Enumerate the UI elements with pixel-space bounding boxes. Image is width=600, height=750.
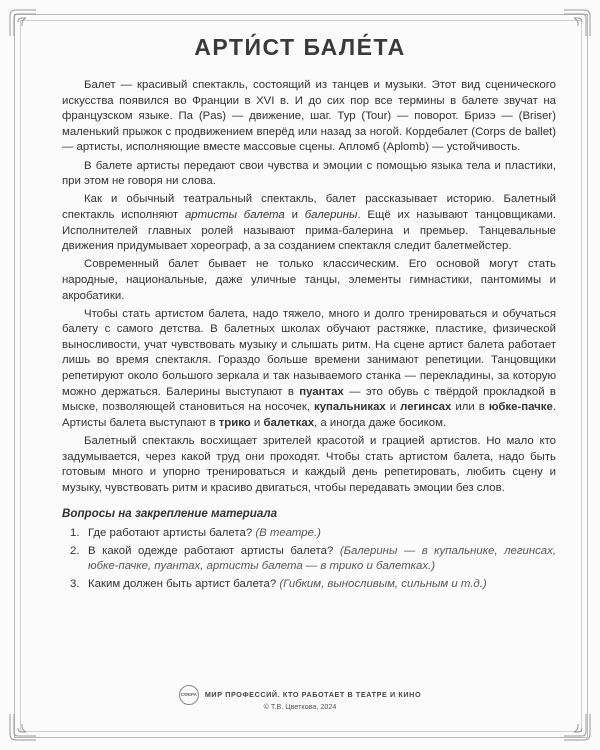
bold-term: легинсах	[400, 401, 452, 414]
publisher-logo-icon: СФЕРА	[179, 685, 199, 705]
italic-term: артисты балета	[184, 208, 285, 221]
paragraphs	[62, 78, 556, 496]
question-number: 1.	[70, 527, 80, 539]
series-title: МИР ПРОФЕССИЙ. КТО РАБОТАЕТ В ТЕАТРЕ И КИНО	[204, 690, 422, 699]
question-answer: (Гибким, выносливым, сильным и т.д.)	[279, 577, 487, 590]
bold-term: юбке-пачке	[488, 401, 553, 414]
copyright: © Т.В. Цветкова, 2024	[263, 701, 337, 711]
question-text: В какой одежде работают артисты балета?	[88, 544, 340, 557]
text-run: В балете артисты передают свои чувства и эмоции с помощью языка тела и пластики, при этом не говоря ни слова.	[62, 159, 556, 188]
bold-term: трико	[218, 416, 251, 429]
paragraph	[62, 434, 556, 496]
corner-ornament-icon	[562, 712, 592, 742]
text-run: и	[385, 401, 401, 414]
footer	[0, 683, 600, 711]
question-item	[62, 577, 556, 593]
question-text: Где работают артисты балета?	[88, 527, 256, 539]
paragraph	[62, 257, 556, 304]
bold-term: пуантах	[299, 385, 344, 398]
text-run: Балетный спектакль восхищает зрителей красотой и грацией артистов. Но мало кто задумывается, через какой труд они проходят. Чтобы стать артистом балета, надо быть готовым много и упорно тренироваться и каждый день репетировать, любить сцену и музыку, чувствовать ритм и красиво двигаться, чтобы передавать эмоции без слов.	[62, 435, 556, 494]
text-run: . Артисты балета выступают в	[62, 401, 556, 429]
paragraph	[62, 159, 556, 190]
text-run: и	[284, 208, 305, 221]
text-run: или в	[451, 401, 489, 414]
text-run: Чтобы стать артистом балета, надо тяжело, много и долго тренироваться и обучаться балету с самого детства. В балетных школах обучают растяжке, пластике, физической выносливости, учат чувствовать музыку и слышать ритм. На сцене артист балета работает лишь во время спектакля. Гораздо больше времени занимают репетиции. Танцовщики репетируют около большого зеркала и так называемого станка — перекладины, за которую можно держаться. Балерины выступают в	[62, 307, 556, 398]
question-item	[62, 544, 556, 575]
question-number: 2.	[70, 544, 80, 557]
bold-term: купальниках	[314, 401, 386, 414]
corner-ornament-icon	[8, 712, 38, 742]
questions-list	[62, 526, 556, 592]
question-number: 3.	[70, 577, 80, 590]
text-run: . Ещё их называют танцовщиками. Исполнителей главных ролей называют прима-балерина и премьер. Танцевальные движения придумывает хореограф, а за созданием спектакля следит балетмейстер.	[62, 208, 556, 253]
text-run: и	[250, 416, 264, 429]
text-run: Как и обычный театральный спектакль, балет рассказывает историю. Балетный спектакль исполняют	[62, 193, 556, 221]
paragraph	[62, 192, 556, 254]
page-title: АРТИ́СТ БАЛЕ́ТА	[194, 34, 406, 60]
article-body	[62, 78, 556, 594]
text-run: — это обувь с твёрдой прокладкой в мыске, позволяющей становиться на носочек,	[62, 385, 556, 414]
text-run: Балет — красивый спектакль, состоящий из танцев и музыки. Этот вид сценического искусства появился во Франции в XVI в. И до сих пор все термины в балете звучат на французском языке. Па (Pas) — движение, шаг. Тур (Tour) — поворот. Бризэ — (Briser) маленький прыжок с продвижением вперёд или назад за ногой. Кордебалет (Corps de ballet) — артисты, исполняющие вместе массовые сцены. Апломб (Aplomb) — устойчивость.	[62, 79, 556, 154]
questions-heading: Вопросы на закрепление материала	[62, 507, 278, 521]
text-run: Современный балет бывает не только классическим. Его основой могут стать народные, национальные, даже уличные танцы, элементы гимнастики, пантомимы и акробатики.	[62, 258, 556, 302]
text-run: , а иногда даже босиком.	[314, 416, 447, 429]
bold-term: балетках	[263, 416, 315, 429]
question-answer: (Балерины — в купальнике, легинсах, юбке-пачке, пуантах, артисты балета — в трико и балетках.)	[88, 544, 556, 573]
italic-term: балерины	[304, 208, 358, 221]
question-text: Каким должен быть артист балета?	[88, 577, 280, 590]
paragraph	[62, 78, 556, 156]
paragraph	[62, 307, 556, 432]
question-item	[62, 526, 556, 542]
question-answer: (В театре.)	[255, 527, 321, 539]
